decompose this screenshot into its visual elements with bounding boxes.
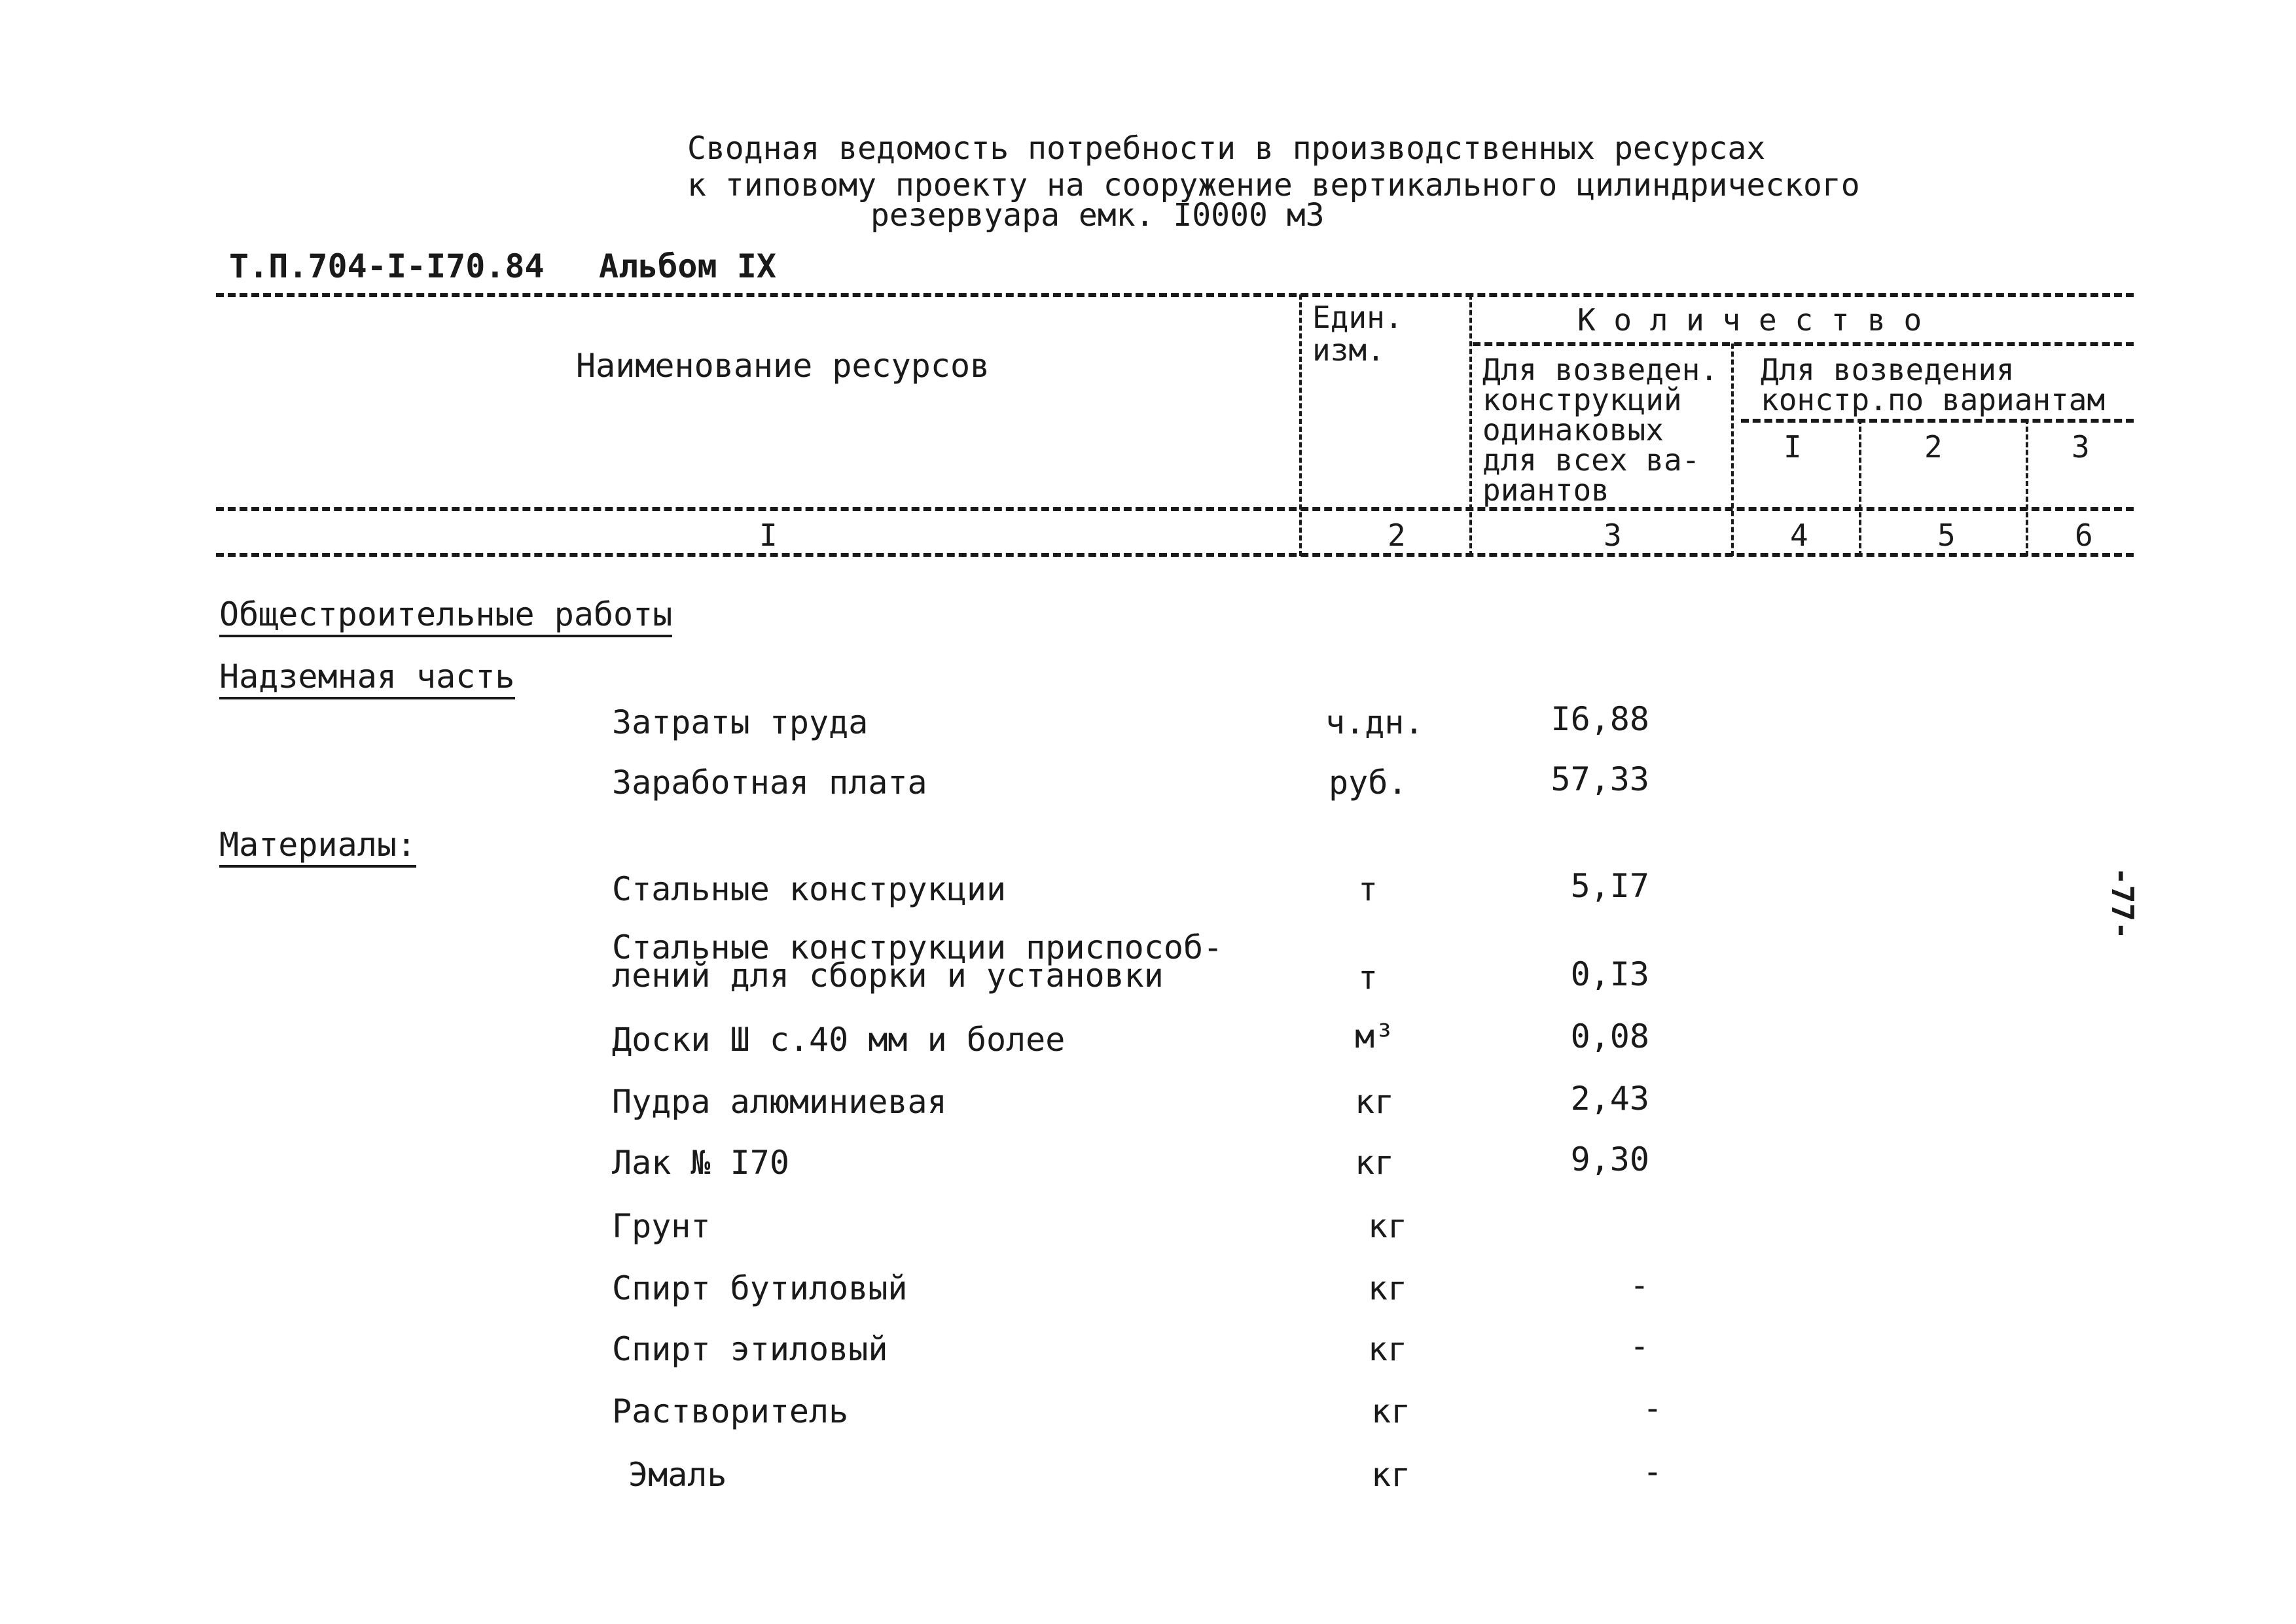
row-name: Пудра алюминиевая [612,1083,947,1121]
row-name: Лак № I70 [612,1144,789,1182]
page-number: -77- [2105,867,2140,940]
header-name: Наименование ресурсов [576,347,990,385]
col-number-6: 6 [2075,518,2093,553]
row-name: Спирт бутиловый [612,1269,908,1307]
row-name: Спирт этиловый [612,1330,888,1368]
header-variant-3: 3 [2072,429,2090,465]
row-unit: кг [1371,1392,1411,1430]
header-variants-line1: Для возведения [1761,352,2015,387]
row-value: - [1629,1266,1649,1304]
col-number-5: 5 [1937,518,1956,553]
row-unit: м³ [1355,1017,1395,1055]
row-value: - [1642,1453,1662,1491]
row-name: Доски Ш с.40 мм и более [612,1021,1066,1059]
row-unit: кг [1368,1330,1408,1368]
title-line-3: резервуара емк. I0000 м3 [870,197,1325,234]
title-line-1: Сводная ведомость потребности в производственных ресурсах [687,130,1766,167]
row-value: 0,I3 [1570,955,1649,993]
row-unit: кг [1368,1207,1408,1245]
header-common-line5: риантов [1482,472,1609,508]
row-name: Эмаль [628,1456,727,1494]
header-variants-line2: констр.по вариантам [1761,382,2106,417]
row-value: 9,30 [1570,1140,1649,1178]
row-value: 0,08 [1570,1017,1649,1055]
col-number-3: 3 [1604,518,1622,553]
row-unit: ч.дн. [1325,703,1424,741]
row-name: Заработная плата [612,764,927,802]
row-name: Затраты труда [612,703,869,741]
row-unit: кг [1355,1083,1395,1121]
document-code: Т.П.704-I-I70.84 [229,247,545,285]
section-aboveground: Надземная часть [219,658,515,699]
header-common-line2: конструкций [1482,382,1682,417]
header-common-line3: одинаковых [1482,412,1664,448]
header-variant-2: 2 [1924,429,1943,465]
col-divider-variants [1731,344,1734,556]
variants-rule [1741,419,2134,423]
quantity-rule [1473,342,2134,346]
col-divider-qty [1469,294,1472,556]
row-value: 5,I7 [1570,867,1649,905]
title-line-2: к типовому проекту на сооружение вертикального цилиндрического [687,167,1860,203]
col-number-1: I [759,518,778,553]
row-unit: руб. [1329,764,1408,802]
col-divider-var3 [2026,419,2028,556]
row-unit: кг [1355,1144,1395,1182]
row-value: I6,88 [1551,700,1649,738]
row-value: 2,43 [1570,1080,1649,1118]
row-unit: т [1358,870,1378,908]
row-name: Грунт [612,1207,711,1245]
row-name: Стальные конструкции [612,870,1007,908]
header-bottom-rule [216,553,2134,557]
col-divider-var2 [1859,419,1861,556]
section-materials: Материалы: [219,826,416,868]
header-mid-rule [216,507,2134,511]
header-common-line1: Для возведен. [1482,352,1719,387]
row-value: 57,33 [1551,760,1649,798]
row-unit: т [1358,959,1378,997]
col-number-2: 2 [1388,518,1406,553]
album-label: Альбом IX [599,247,776,285]
row-name: Растворитель [612,1392,849,1430]
row-value: - [1629,1327,1649,1365]
header-quantity: К о л и ч е с т в о [1577,302,1922,338]
row-unit: кг [1371,1456,1411,1494]
col-divider-unit [1299,294,1302,556]
header-unit-line2: изм. [1312,332,1385,368]
header-unit-line1: Един. [1312,300,1403,335]
header-variant-1: I [1784,429,1802,465]
row-name-line2: лений для сборки и установки [612,957,1164,995]
section-general-works: Общестроительные работы [219,595,672,637]
row-name-line1: Стальные конструкции приспособ- [612,928,1223,966]
col-number-4: 4 [1790,518,1808,553]
header-top-rule [216,293,2134,297]
row-unit: кг [1368,1269,1408,1307]
row-value: - [1642,1389,1662,1427]
header-common-line4: для всех ва- [1482,442,1700,478]
